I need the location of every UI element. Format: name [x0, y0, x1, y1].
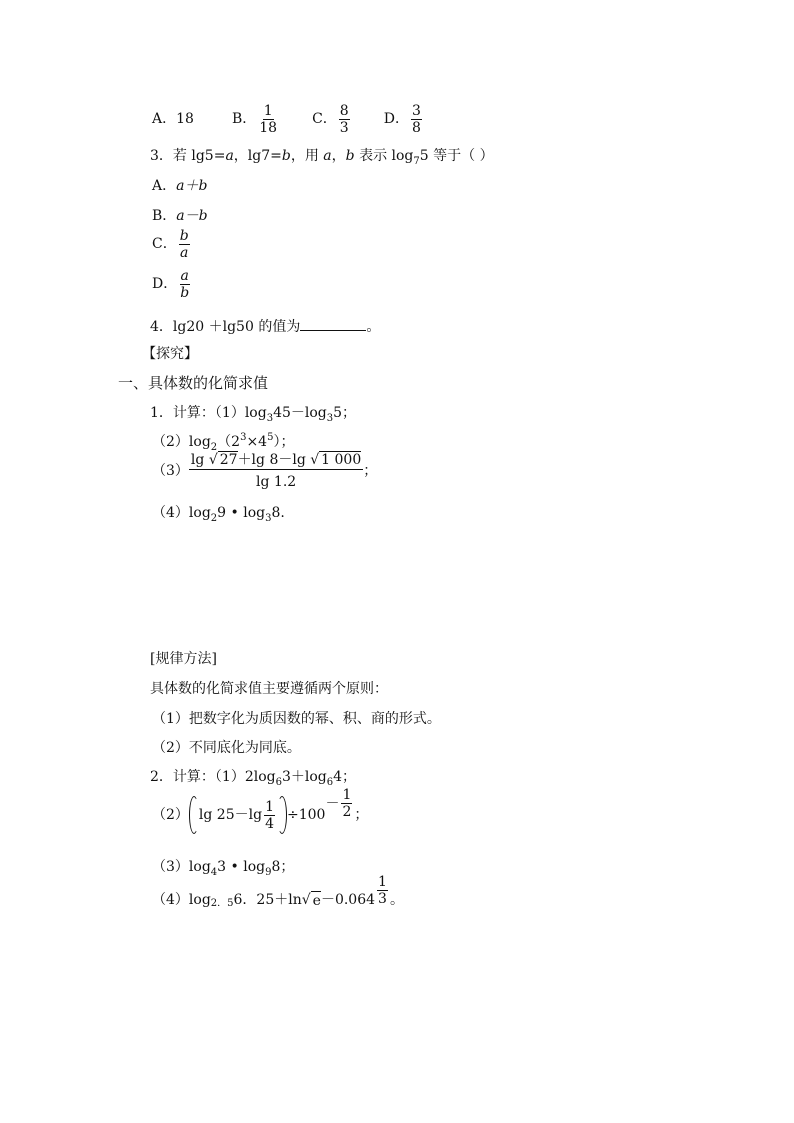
ex2-log-base: 6	[275, 777, 282, 788]
ex1-text: ＋lg 8－lg	[237, 452, 311, 468]
q3-option-d-label: D．	[152, 276, 178, 292]
option-d-denominator: 8	[411, 119, 421, 136]
ex2-text: 2．计算：（1）2log	[150, 769, 276, 785]
ex2-line4	[152, 873, 404, 922]
option-b-label: B．	[231, 111, 257, 127]
option-b-numerator: 1	[263, 102, 273, 119]
q3-option-b	[152, 207, 208, 225]
ex1-text: （2	[217, 434, 241, 450]
sqrt-icon: √	[310, 452, 320, 468]
option-d-label: D．	[383, 111, 409, 127]
ex2-text: lg 25－lg	[198, 807, 263, 823]
q3-var-a: a	[323, 148, 332, 164]
ex1-text: 45－log	[273, 405, 327, 421]
q4-line	[150, 316, 380, 336]
q3-stem-part: ，用	[290, 148, 324, 164]
ex1-text: （4）log	[152, 505, 211, 521]
ex2-log-base: 9	[265, 867, 272, 878]
q3-var-a: a	[225, 148, 234, 164]
ex1-text: ）；	[273, 434, 295, 450]
ex1-text: 8.	[271, 505, 285, 521]
option-c-label: C．	[312, 111, 337, 127]
option-d-numerator: 3	[411, 102, 421, 119]
ex1-log-base: 3	[326, 413, 334, 424]
ex2-text: ；	[354, 807, 369, 823]
ex2-exponent-denominator: 3	[378, 890, 387, 907]
q4-answer-blank[interactable]	[300, 316, 366, 331]
ex1-line3-numerator	[189, 452, 363, 470]
option-b-fraction	[258, 103, 278, 136]
q3-option-c-numerator: b	[179, 227, 189, 244]
explore-heading: 【探究】	[142, 346, 198, 362]
ex2-text: －0.064	[320, 892, 376, 908]
ex1-log-base: 2	[210, 442, 218, 453]
q3-option-a-label: A．	[152, 178, 177, 194]
q3-option-c-label: C．	[152, 236, 177, 252]
ex2-line2	[152, 786, 369, 838]
ex1-radicand: 1 000	[321, 452, 362, 468]
q3-option-a	[152, 177, 207, 195]
option-c-numerator: 8	[339, 102, 349, 119]
ex1-line3	[152, 450, 377, 492]
q3-option-c-fraction	[179, 228, 190, 261]
ex2-line2-fraction	[264, 799, 275, 832]
q3-option-d-denominator: b	[180, 284, 190, 301]
q4-end: 。	[366, 319, 381, 335]
ex2-text: 3 • log	[217, 859, 266, 875]
q3-option-d	[152, 265, 192, 303]
q3-option-b-label: B．	[152, 208, 177, 224]
method-rule-2: （2）不同底化为同底。	[152, 740, 301, 756]
ex2-text: （2）	[152, 807, 189, 823]
q3-option-d-fraction	[179, 268, 190, 301]
ex2-log-base: 4	[210, 867, 218, 878]
q3-stem-part: 表示 log	[354, 148, 414, 164]
q3-option-c	[152, 225, 192, 263]
ex2-text: 。	[389, 892, 404, 908]
ex1-log-base: 3	[265, 513, 272, 524]
method-heading: [规律方法]	[150, 651, 217, 667]
q3-option-c-denominator: a	[180, 244, 189, 261]
q3-stem-part: 3．若 lg5=	[150, 148, 226, 164]
ex2-line3	[152, 858, 294, 878]
ex2-exponent-numerator: 1	[378, 873, 387, 890]
ex1-exponent: 5	[267, 432, 274, 443]
q3-stem-end: 5 等于（ ）	[419, 148, 494, 164]
ex2-text: －	[325, 795, 340, 812]
ex1-text: 1．计算：（1）log	[150, 405, 267, 421]
ex1-radicand: 27	[219, 452, 238, 468]
q3-stem-part: ，	[331, 148, 346, 164]
right-paren-icon	[277, 796, 287, 834]
option-a-label: A．	[152, 111, 177, 127]
ex2-log-base: 2．5	[210, 898, 234, 909]
ex1-text: ；	[363, 463, 378, 479]
method-intro: 具体数的化简求值主要遵循两个原则：	[150, 681, 388, 697]
ex2-exponent-denominator: 2	[342, 803, 352, 820]
option-c-fraction	[339, 103, 350, 136]
ex1-text: 9 • log	[217, 505, 266, 521]
ex2-log-base: 6	[326, 777, 334, 788]
section1-heading: 一、具体数的化简求值	[118, 374, 269, 392]
q3-stem-part: ，lg7=	[233, 148, 282, 164]
ex2-text: 8；	[271, 859, 295, 875]
q3-option-b-value: a－b	[176, 208, 208, 224]
q3-stem	[150, 147, 494, 167]
ex1-text: 5；	[333, 405, 357, 421]
ex1-line3-fraction	[189, 452, 363, 490]
q3-option-a-value: a＋b	[176, 178, 208, 194]
q3-option-d-numerator: a	[180, 267, 189, 284]
q4-text: 4．lg20 ＋lg50 的值为	[150, 319, 301, 335]
ex2-exponent-numerator: 1	[342, 786, 352, 803]
ex2-text: 6．25＋ln	[233, 892, 302, 908]
ex2-line2-numerator: 1	[265, 798, 274, 815]
sqrt-icon: √	[208, 452, 218, 468]
ex1-line4	[152, 504, 285, 524]
option-a-value: 18	[176, 111, 194, 127]
sqrt-icon: √	[301, 892, 311, 908]
ex2-text: ÷100	[287, 807, 326, 823]
ex2-text: 3＋log	[281, 769, 327, 785]
ex1-text: （2）log	[152, 434, 211, 450]
ex2-line4-exponent-fraction	[377, 874, 388, 907]
ex2-radicand: e	[312, 892, 321, 909]
ex2-text: 4；	[333, 769, 357, 785]
method-rule-1: （1）把数字化为质因数的幂、积、商的形式。	[152, 711, 441, 727]
q3-var-b: b	[281, 148, 291, 164]
option-d-fraction	[411, 103, 422, 136]
ex2-text: （3）log	[152, 859, 211, 875]
ex1-line1	[150, 404, 356, 424]
ex1-log-base: 2	[210, 513, 218, 524]
ex2-line2-exponent-fraction	[341, 787, 352, 820]
ex1-log-base: 3	[266, 413, 274, 424]
ex1-text: lg	[190, 452, 209, 468]
ex2-text: （4）log	[152, 892, 211, 908]
q3-log-base: 7	[413, 156, 420, 167]
ex1-line3-denominator: lg 1.2	[256, 474, 297, 490]
ex1-text: ×4	[246, 434, 268, 450]
q3-var-b: b	[345, 148, 355, 164]
option-c-denominator: 3	[339, 119, 349, 136]
ex2-line1	[150, 768, 356, 788]
ex2-line2-exponent	[325, 787, 354, 820]
ex1-exponent: 3	[240, 432, 247, 443]
left-paren-icon	[189, 796, 199, 834]
q2-options-row	[152, 100, 424, 138]
option-b-denominator: 18	[259, 119, 278, 136]
ex1-text: （3）	[152, 463, 189, 479]
ex2-line2-denominator: 4	[265, 815, 274, 832]
